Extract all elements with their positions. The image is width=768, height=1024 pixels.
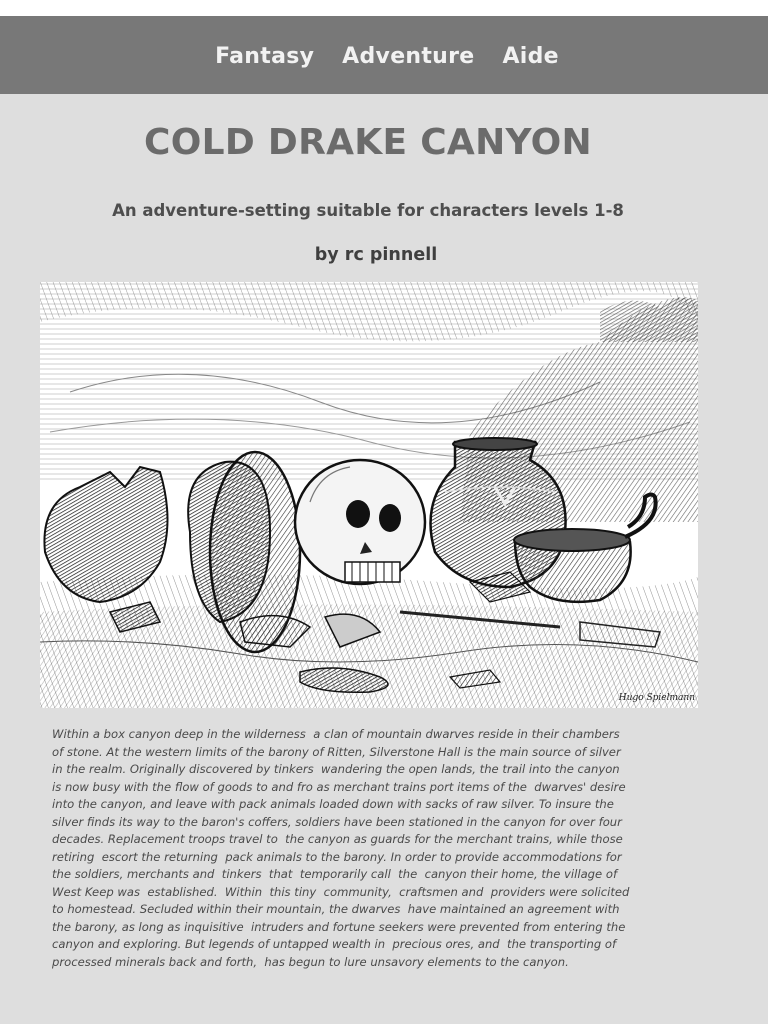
cover-title: COLD DRAKE CANYON	[144, 122, 592, 163]
header-title: Fantasy Adventure Aide	[215, 43, 559, 69]
description-line: canyon and exploring. But legends of untapped wealth in precious ores, and the transporting of	[52, 937, 617, 951]
artist-signature: Hugo Spielmann	[618, 693, 695, 703]
description-line: is now busy with the flow of goods to and fro as merchant trains port items of the dwarves' desire	[52, 779, 626, 794]
cover-author: by rc pinnell	[314, 245, 438, 265]
description-line: decades. Replacement troops travel to the canyon as guards for the merchant trains, while those	[52, 832, 623, 846]
description-line: into the canyon, and leave with pack animals loaded down with sacks of raw silver. To insure the	[52, 797, 614, 811]
description-line: to homestead. Secluded within their mountain, the dwarves have maintained an agreement with	[52, 902, 620, 916]
cover-subtitle: An adventure-setting suitable for characters levels 1-8	[112, 201, 624, 220]
top-margin	[0, 0, 768, 16]
description-line: silver finds its way to the baron's coffers, soldiers have been stationed in the canyon for over four	[52, 814, 622, 829]
description-line: of stone. At the western limits of the barony of Ritten, Silverstone Hall is the main source of silver	[52, 744, 621, 759]
header-band	[0, 16, 768, 94]
description-text	[52, 726, 700, 971]
description-line: in the realm. Originally discovered by tinkers wandering the open lands, the trail into the canyon	[52, 762, 620, 776]
description-line: processed minerals back and forth, has begun to lure unsavory elements to the canyon.	[52, 954, 569, 969]
description-line: retiring escort the returning pack animals to the barony. In order to provide accommodations for	[52, 849, 622, 864]
description-line: Within a box canyon deep in the wilderness a clan of mountain dwarves reside in their chambers	[52, 727, 620, 741]
description-line: the soldiers, merchants and tinkers that temporarily call the canyon their home, the village of	[52, 867, 618, 881]
cover-illustration	[40, 282, 698, 708]
description-line: West Keep was established. Within this tiny community, craftsmen and providers were solicited	[52, 884, 630, 899]
description-line: the barony, as long as inquisitive intruders and fortune seekers were prevented from entering the	[52, 919, 626, 934]
